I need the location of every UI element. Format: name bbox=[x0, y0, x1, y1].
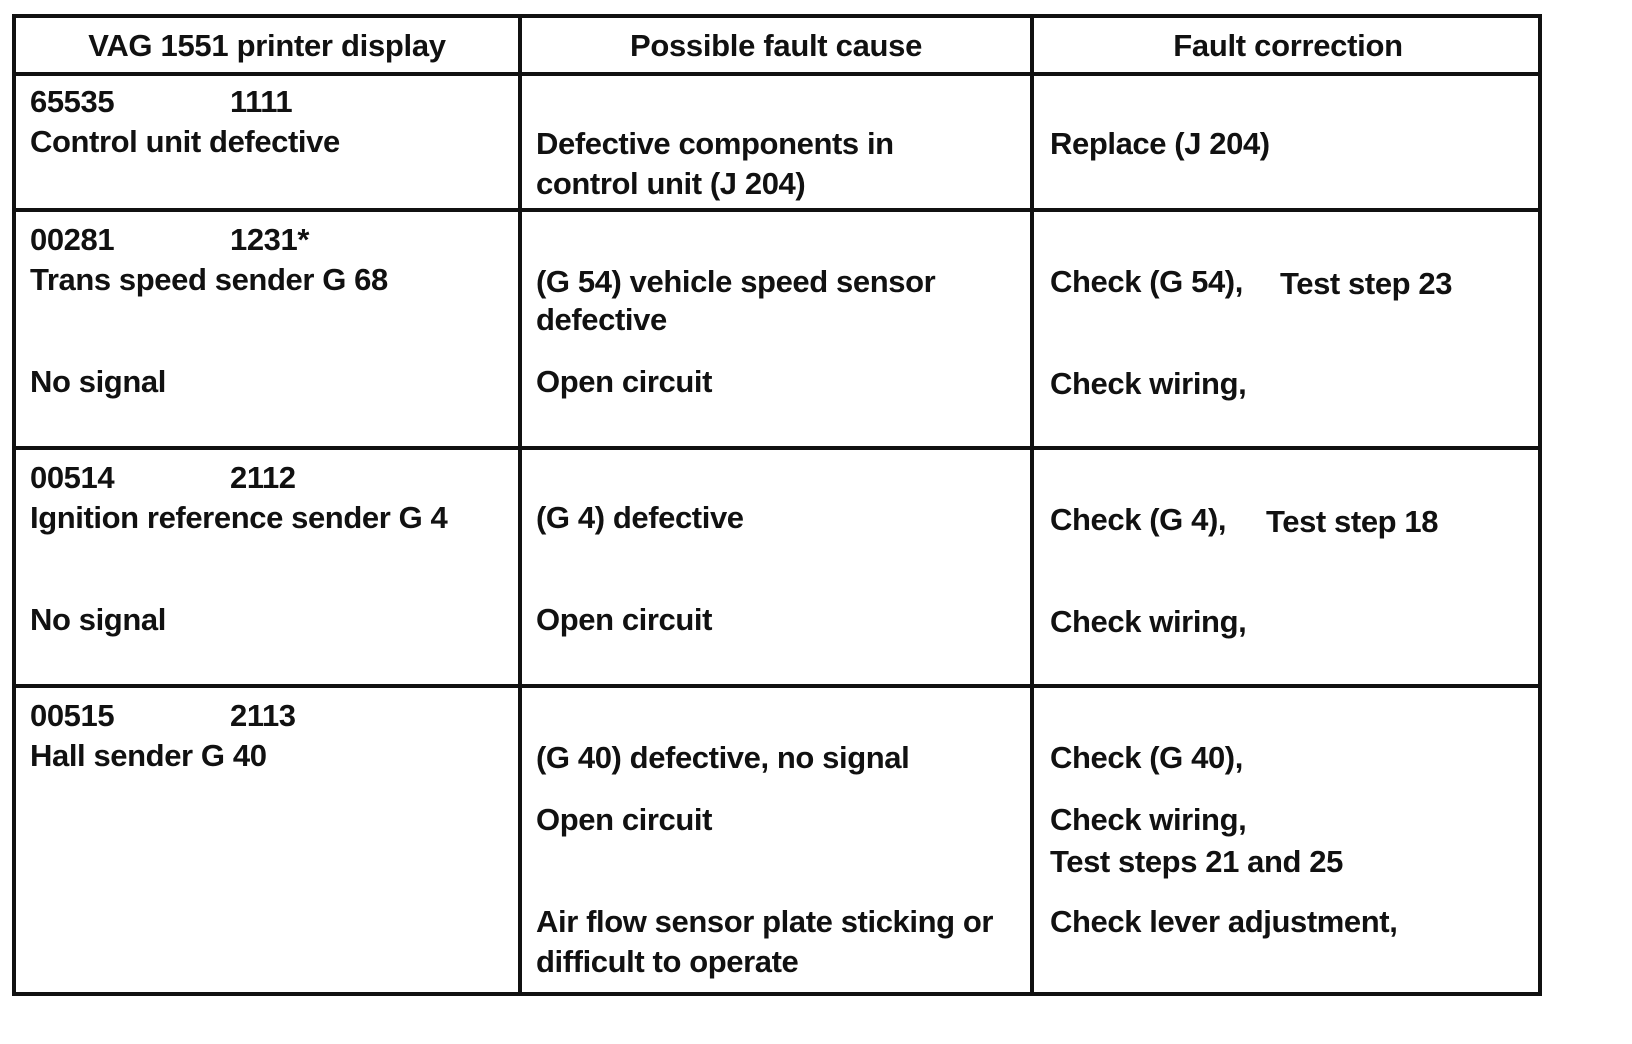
fault-number: 1111 bbox=[230, 84, 293, 119]
cause-text: Open circuit bbox=[536, 802, 713, 837]
correction-text: Replace (J 204) bbox=[1050, 126, 1270, 161]
cause-text: difficult to operate bbox=[536, 944, 799, 979]
correction-text: Check (G 40), bbox=[1050, 740, 1243, 775]
cause-text: defective bbox=[536, 302, 667, 337]
cause-text: (G 4) defective bbox=[536, 500, 744, 535]
cause-text: Defective components in bbox=[536, 126, 894, 161]
fault-number: 2112 bbox=[230, 460, 296, 495]
fault-code: 00515 bbox=[30, 698, 115, 733]
row-divider bbox=[16, 684, 1538, 688]
display-text: No signal bbox=[30, 602, 166, 637]
fault-code: 00514 bbox=[30, 460, 115, 495]
fault-code: 00281 bbox=[30, 222, 115, 257]
cause-text: Open circuit bbox=[536, 602, 713, 637]
correction-text: Check lever adjustment, bbox=[1050, 904, 1398, 939]
cause-text: control unit (J 204) bbox=[536, 166, 806, 201]
cause-text: (G 54) vehicle speed sensor bbox=[536, 264, 936, 299]
fault-code: 65535 bbox=[30, 84, 115, 119]
display-text: Ignition reference sender G 4 bbox=[30, 500, 448, 535]
correction-text: Check wiring, bbox=[1050, 604, 1247, 639]
column-divider bbox=[1030, 18, 1034, 992]
header-printer-display: VAG 1551 printer display bbox=[88, 28, 446, 63]
display-text: No signal bbox=[30, 364, 166, 399]
column-divider bbox=[518, 18, 522, 992]
correction-text: Check (G 54), bbox=[1050, 264, 1243, 299]
cause-text: Open circuit bbox=[536, 364, 713, 399]
display-text: Control unit defective bbox=[30, 124, 340, 159]
cause-text: Air flow sensor plate sticking or bbox=[536, 904, 994, 939]
test-step-ref: Test steps 21 and 25 bbox=[1050, 844, 1343, 879]
fault-number: 2113 bbox=[230, 698, 296, 733]
display-text: Trans speed sender G 68 bbox=[30, 262, 388, 297]
fault-number: 1231* bbox=[230, 222, 310, 257]
correction-text: Check wiring, bbox=[1050, 802, 1247, 837]
header-fault-cause: Possible fault cause bbox=[629, 28, 923, 63]
display-text: Hall sender G 40 bbox=[30, 738, 267, 773]
correction-text: Check (G 4), bbox=[1050, 502, 1227, 537]
header-fault-correction: Fault correction bbox=[1173, 28, 1403, 63]
correction-text: Check wiring, bbox=[1050, 366, 1247, 401]
row-divider bbox=[16, 446, 1538, 450]
cause-text: (G 40) defective, no signal bbox=[536, 740, 910, 775]
test-step-ref: Test step 23 bbox=[1280, 266, 1453, 301]
row-divider bbox=[16, 208, 1538, 212]
fault-table bbox=[12, 14, 1542, 996]
test-step-ref: Test step 18 bbox=[1266, 504, 1439, 539]
